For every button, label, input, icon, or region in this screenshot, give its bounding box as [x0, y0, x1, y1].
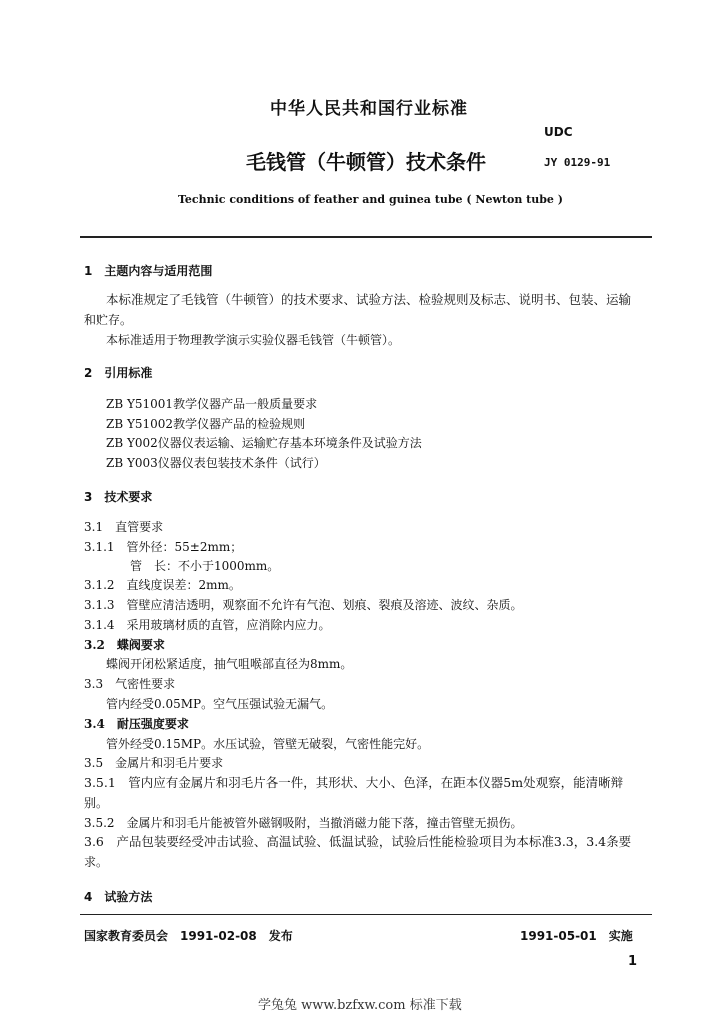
clause-line: 3.5 金属片和羽毛片要求	[84, 756, 224, 770]
clause-line: 3.6 产品包装要经受冲击试验、高温试验、低温试验，试验后性能检验项目为本标准3.3，3.4条要	[84, 834, 632, 849]
clause-line: 3.1.4 采用玻璃材质的直管，应消除内应力。	[84, 618, 331, 632]
clause-line: 蝶阀开闭松紧适度，抽气咀喉部直径为8mm。	[106, 657, 353, 671]
section-1-paragraph-2: 本标准适用于物理教学演示实验仪器毛钱管（牛顿管）。	[106, 333, 401, 347]
clause-line: 3.5.1 管内应有金属片和羽毛片各一件，其形状、大小、色泽，在距本仪器5m处观察，能清晰辩	[84, 775, 624, 790]
watermark-text: 学兔兔 www.bzfxw.com 标准下载	[258, 998, 462, 1013]
english-title: Technic conditions of feather and guinea tube ( Newton tube )	[178, 193, 563, 206]
clause-line: 3.3 气密性要求	[84, 677, 176, 691]
reference-item: ZB Y002仪器仪表运输、运输贮存基本环境条件及试验方法	[106, 436, 422, 450]
clause-line: 3.1.2 直线度误差：2mm。	[84, 578, 241, 592]
standard-number: JY 0129-91	[544, 156, 611, 169]
header-divider	[80, 236, 652, 238]
clause-line: 管 长：不小于1000mm。	[130, 559, 280, 573]
effective-date: 1991-05-01 实施	[520, 929, 633, 943]
clause-line: 求。	[84, 855, 109, 869]
clause-line: 3.2 蝶阀要求	[84, 638, 165, 652]
reference-item: ZB Y003仪器仪表包装技术条件（试行）	[106, 456, 326, 470]
clause-line: 管外经受0.15MP。水压试验，管壁无破裂，气密性能完好。	[106, 737, 430, 751]
page-number: 1	[628, 954, 638, 969]
section-3-heading: 3 技术要求	[84, 490, 153, 504]
clause-line: 管内经受0.05MP。空气压强试验无漏气。	[106, 697, 334, 711]
issuer-line: 国家教育委员会 1991-02-08 发布	[84, 929, 293, 943]
clause-line: 3.1.3 管壁应清洁透明，观察面不允许有气泡、划痕、裂痕及溶迹、波纹、杂质。	[84, 598, 523, 612]
section-1-paragraph-1-cont: 和贮存。	[84, 313, 133, 327]
section-1-heading: 1 主题内容与适用范围	[84, 264, 213, 278]
footer-divider	[80, 914, 652, 915]
org-title: 中华人民共和国行业标准	[270, 99, 468, 119]
clause-line: 3.1.1 管外径：55±2mm；	[84, 540, 243, 554]
doc-title: 毛钱管（牛顿管）技术条件	[246, 150, 486, 174]
section-1-paragraph-1: 本标准规定了毛钱管（牛顿管）的技术要求、试验方法、检验规则及标志、说明书、包装、运输	[106, 292, 632, 307]
section-2-heading: 2 引用标准	[84, 366, 153, 380]
section-4-heading: 4 试验方法	[84, 890, 153, 904]
clause-line: 3.1 直管要求	[84, 520, 164, 534]
clause-line: 3.4 耐压强度要求	[84, 717, 189, 731]
reference-item: ZB Y51001教学仪器产品一般质量要求	[106, 397, 318, 411]
udc-label: UDC	[544, 125, 573, 139]
clause-line: 3.5.2 金属片和羽毛片能被管外磁钢吸附，当撤消磁力能下落，撞击管壁无损伤。	[84, 816, 523, 830]
reference-item: ZB Y51002教学仪器产品的检验规则	[106, 417, 306, 431]
clause-line: 别。	[84, 796, 109, 810]
